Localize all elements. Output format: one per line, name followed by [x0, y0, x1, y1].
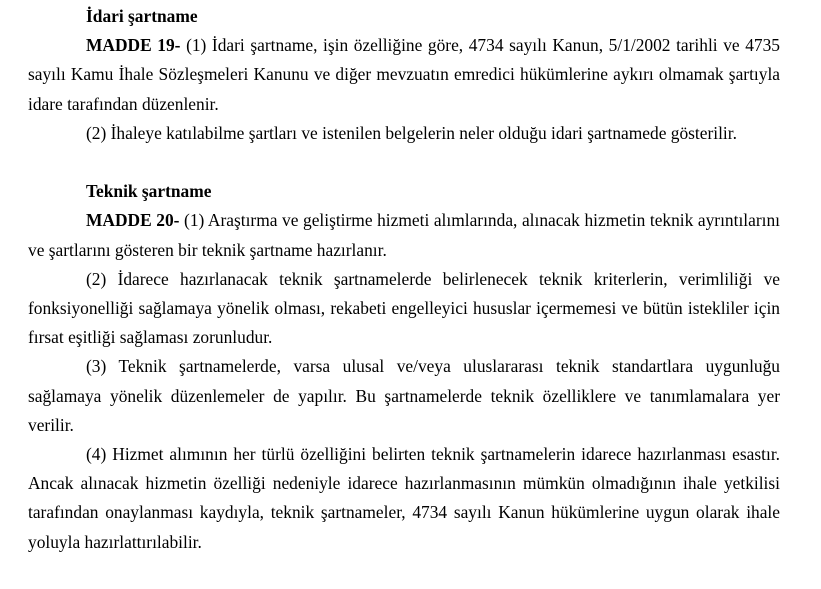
- madde-19-label: MADDE 19-: [86, 35, 181, 56]
- madde-20-paragraph-1: [28, 206, 780, 264]
- madde-19-paragraph-1: [28, 31, 780, 119]
- section-heading-idari-sartname: İdari şartname: [86, 6, 198, 26]
- madde-20-label: MADDE 20-: [86, 210, 180, 231]
- section-heading-teknik-sartname: Teknik şartname: [86, 181, 212, 202]
- madde-20-paragraph-2: (2) İdarece hazırlanacak teknik şartnamelerde belirlenecek teknik kriterlerin, verimliliği ve fonksiyonelliği sağlamaya yönelik olması, rekabeti engelleyici hususlar içermemesi ve bütün istekliler için fırsat eşitliği sağlaması zorunludur.: [28, 268, 780, 348]
- madde-19-text-1: (1) İdari şartname, işin özelliğine göre, 4734 sayılı Kanun, 5/1/2002 tarihli ve 4735 sayılı Kamu İhale Sözleşmeleri Kanunu ve diğer mevzuatın emredici hükümlerine aykırı olmamak şartıyla idare tarafından düzenlenir.: [28, 35, 780, 114]
- madde-20-paragraph-3: (3) Teknik şartnamelerde, varsa ulusal ve/veya uluslararası teknik standartlara uygunluğu sağlamaya yönelik düzenlemeler de yapılır. Bu şartnamelerde teknik özelliklere ve tanımlamalara yer verilir.: [28, 356, 780, 435]
- madde-20-text-1: (1) Araştırma ve geliştirme hizmeti alımlarında, alınacak hizmetin teknik ayrıntılarını ve şartlarını gösteren bir teknik şartname hazırlanır.: [28, 210, 780, 260]
- madde-20-paragraph-4: (4) Hizmet alımının her türlü özelliğini belirten teknik şartnamelerin idarece hazırlanması esastır. Ancak alınacak hizmetin özelliği nedeniyle idarece hazırlanmasının mümkün olmadığının ihale yetkilisi tarafından onaylanması kaydıyla, teknik şartnameler, 4734 sayılı Kanun hükümlerine uygun olarak ihale yoluyla hazırlattırılabilir.: [28, 444, 780, 552]
- document-page: [28, 0, 780, 557]
- madde-19-paragraph-2: (2) İhaleye katılabilme şartları ve istenilen belgelerin neler olduğu idari şartnamede gösterilir.: [86, 122, 737, 143]
- section-spacer: [28, 148, 780, 177]
